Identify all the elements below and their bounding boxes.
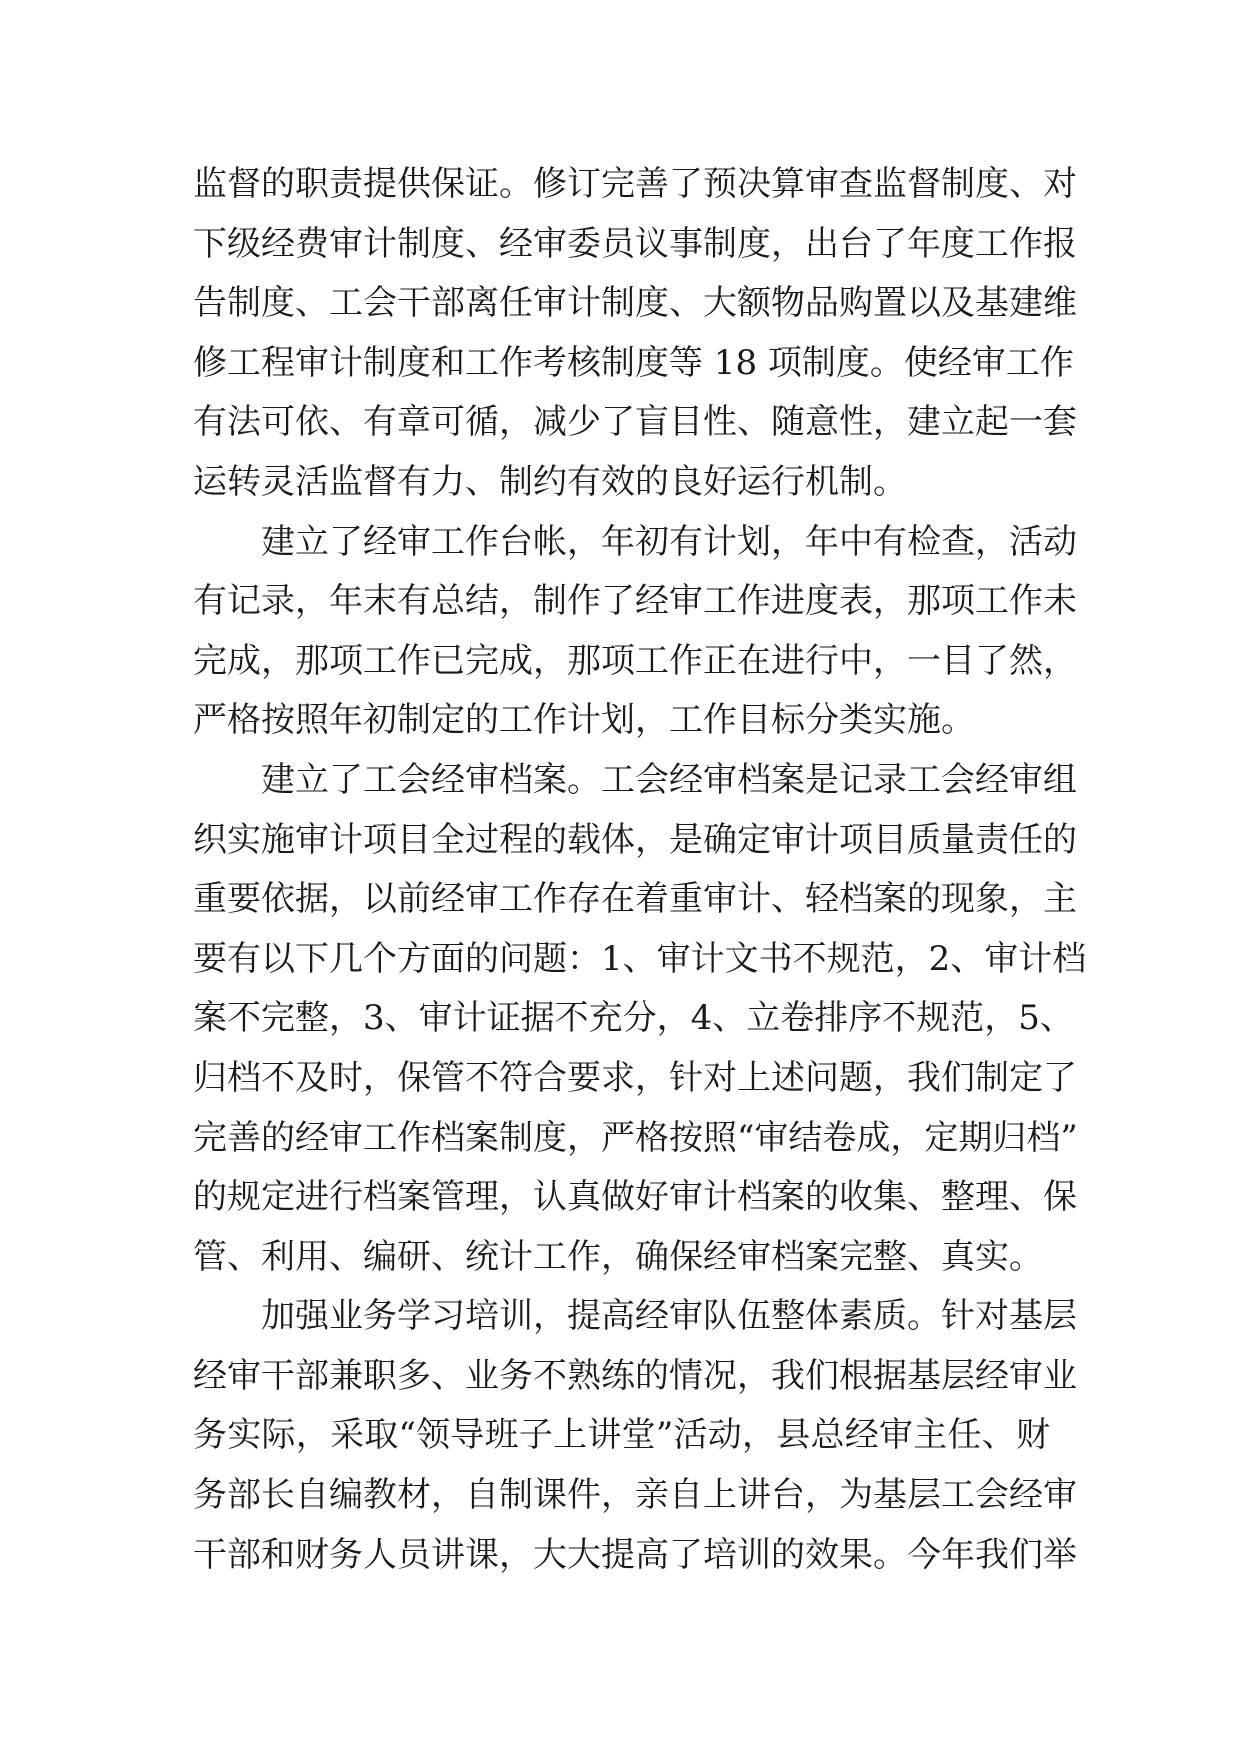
text-line: 完成，那项工作已完成，那项工作正在进行中，一目了然， — [193, 640, 1077, 681]
text-line: 有法可依、有章可循，减少了盲目性、随意性，建立起一套 — [193, 402, 1077, 443]
text-line: 经审干部兼职多、业务不熟练的情况，我们根据基层经审业 — [193, 1355, 1077, 1396]
text-line: 严格按照年初制定的工作计划，工作目标分类实施。 — [193, 700, 975, 741]
text-line: 建立了工会经审档案。工会经审档案是记录工会经审组 — [261, 759, 1077, 800]
text-line: 织实施审计项目全过程的载体，是确定审计项目质量责任的 — [193, 819, 1077, 860]
text-line: 告制度、工会干部离任审计制度、大额物品购置以及基建维 — [193, 283, 1077, 324]
text-line: 干部和财务人员讲课，大大提高了培训的效果。今年我们举 — [193, 1534, 1077, 1575]
text-line: 完善的经审工作档案制度，严格按照“审结卷成，定期归档” — [193, 1117, 1078, 1158]
text-line: 有记录，年末有总结，制作了经审工作进度表，那项工作未 — [193, 581, 1077, 622]
text-line: 下级经费审计制度、经审委员议事制度，出台了年度工作报 — [193, 223, 1077, 264]
text-line: 管、利用、编研、统计工作，确保经审档案完整、真实。 — [193, 1236, 1043, 1277]
text-line: 案不完整，3、审计证据不充分，4、立卷排序不规范，5、 — [193, 998, 1074, 1039]
text-line: 修工程审计制度和工作考核制度等 18 项制度。使经审工作 — [193, 342, 1074, 383]
text-line: 的规定进行档案管理，认真做好审计档案的收集、整理、保 — [193, 1177, 1077, 1218]
text-line: 建立了经审工作台帐，年初有计划，年中有检查，活动 — [261, 521, 1077, 562]
text-line: 要有以下几个方面的问题：1、审计文书不规范，2、审计档 — [193, 938, 1087, 979]
body-text — [193, 155, 1087, 1585]
text-line: 务部长自编教材，自制课件，亲自上讲台，为基层工会经审 — [193, 1475, 1077, 1516]
text-line: 监督的职责提供保证。修订完善了预决算审查监督制度、对 — [193, 164, 1077, 204]
text-line: 重要依据，以前经审工作存在着重审计、轻档案的现象，主 — [193, 879, 1077, 920]
text-line: 加强业务学习培训，提高经审队伍整体素质。针对基层 — [261, 1296, 1077, 1337]
text-line: 运转灵活监督有力、制约有效的良好运行机制。 — [193, 461, 907, 502]
text-line: 务实际，采取“领导班子上讲堂”活动，县总经审主任、财 — [193, 1415, 1050, 1456]
text-line: 归档不及时，保管不符合要求，针对上述问题，我们制定了 — [193, 1057, 1077, 1098]
